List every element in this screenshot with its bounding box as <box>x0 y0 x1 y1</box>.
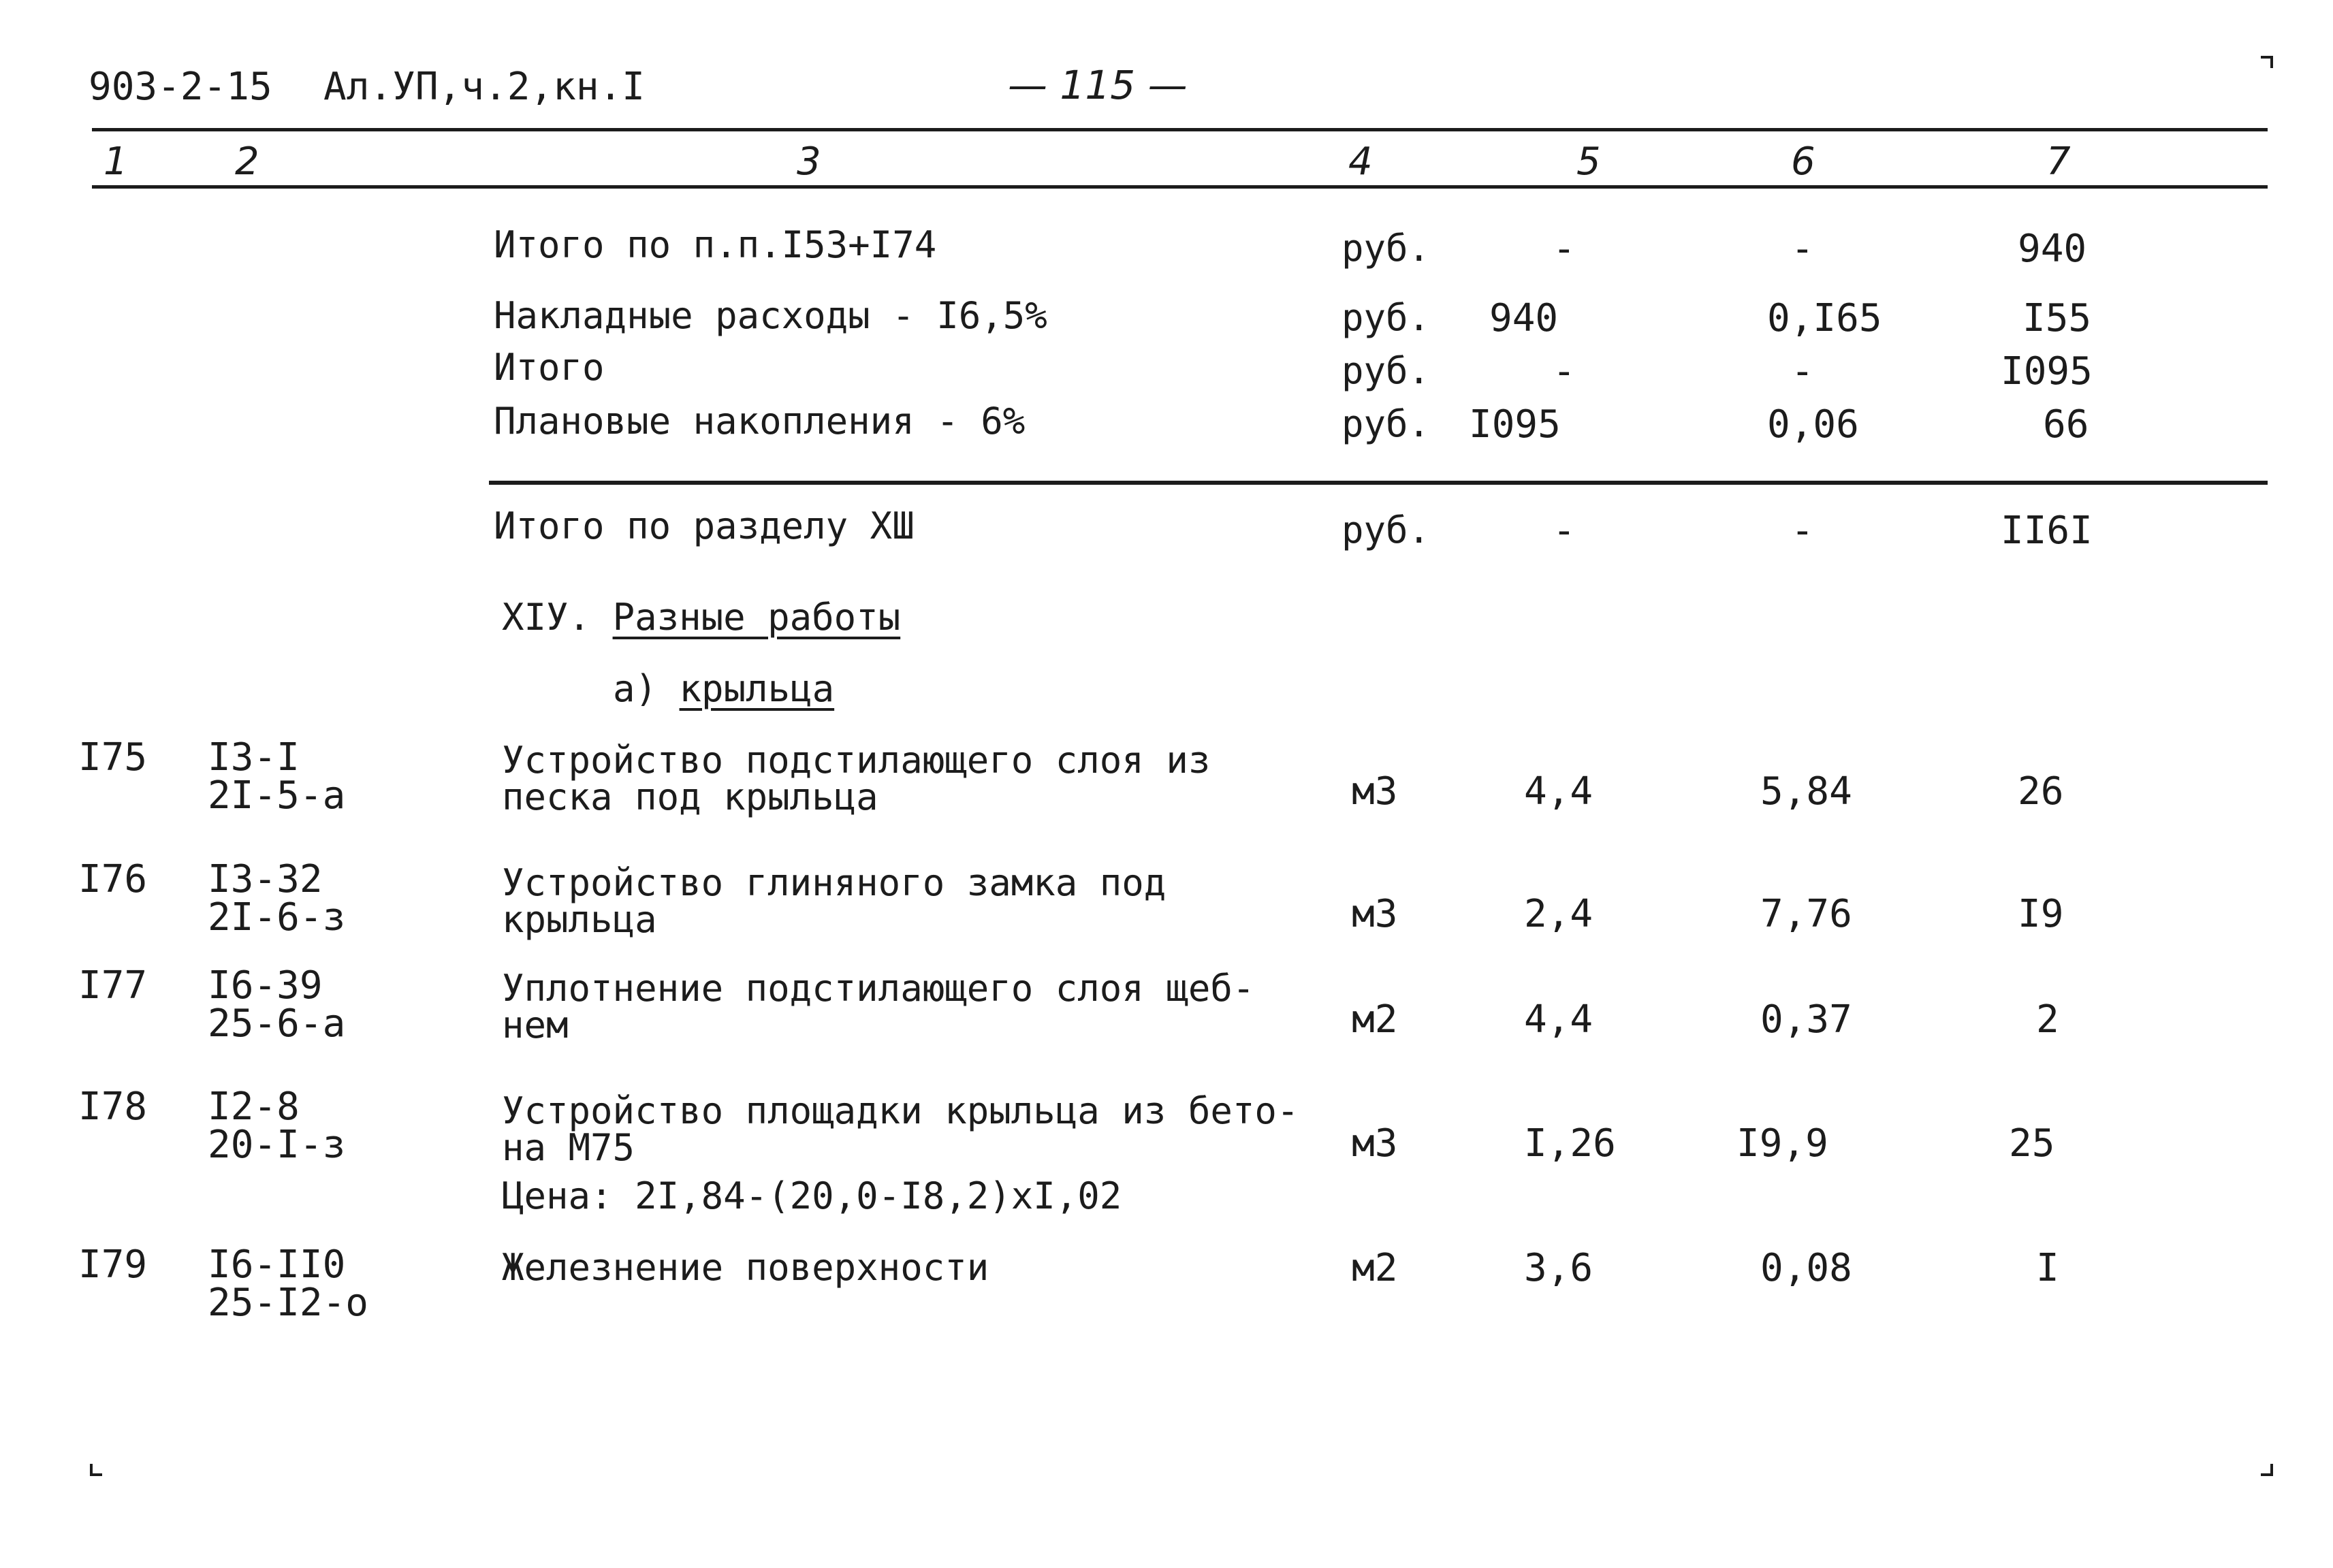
summary-row-name: Итого по п.п.I53+I74 <box>494 223 937 266</box>
item-total: 26 <box>2018 769 2064 814</box>
column-number-3: 3 <box>797 140 821 184</box>
item-unit: м3 <box>1352 892 1398 936</box>
section-total-qty: - <box>1553 509 1576 553</box>
item-code <box>208 735 346 818</box>
item-code-line: I3-32 <box>208 857 323 901</box>
item-code <box>208 1085 346 1167</box>
section-total-rule <box>489 481 2268 485</box>
item-description-line: Устройство подстилающего слоя из <box>502 739 1211 782</box>
summary-row-total: 66 <box>2043 402 2089 447</box>
item-unit: м2 <box>1352 997 1398 1042</box>
item-description-line: Уплотнение подстилающего слоя щеб- <box>502 967 1255 1010</box>
summary-row-total: I095 <box>2001 349 2093 394</box>
item-code-line: I6-39 <box>208 963 323 1008</box>
item-number: I78 <box>78 1085 148 1129</box>
section-title: Разные работы <box>612 596 901 639</box>
item-number: I77 <box>78 963 148 1008</box>
summary-row-qty: - <box>1553 227 1576 271</box>
item-description-line: Устройство площадки крыльца из бето- <box>502 1089 1299 1132</box>
section-total-price: - <box>1791 509 1814 553</box>
item-price: 0,08 <box>1760 1246 1852 1290</box>
subsection-title: крыльца <box>679 667 835 710</box>
subsection-heading <box>613 667 835 710</box>
summary-row-name: Итого <box>494 346 605 389</box>
item-code-line: 25-6-а <box>208 1002 346 1046</box>
item-code-line: 2I-5-а <box>208 773 346 818</box>
item-code <box>208 1243 369 1325</box>
section-heading <box>502 596 901 639</box>
item-total: 25 <box>2009 1121 2055 1166</box>
item-price: 5,84 <box>1760 769 1852 814</box>
item-description-line: крыльца <box>502 898 657 941</box>
item-code-line: I2-8 <box>208 1085 300 1129</box>
item-code-line: 2I-6-з <box>208 895 346 940</box>
item-description <box>502 861 1166 941</box>
item-number: I75 <box>78 735 148 780</box>
column-number-5: 5 <box>1576 140 1601 184</box>
header-top-rule <box>92 128 2268 131</box>
column-number-4: 4 <box>1348 140 1373 184</box>
summary-row-name: Плановые накопления - 6% <box>494 400 1026 443</box>
section-number: XIУ. <box>502 596 591 639</box>
column-number-7: 7 <box>2046 140 2071 184</box>
item-qty: 2,4 <box>1524 892 1593 936</box>
summary-row-name: Накладные расходы - I6,5% <box>494 294 1047 337</box>
summary-row-unit: руб. <box>1342 402 1431 445</box>
item-code-line: 20-I-з <box>208 1123 346 1167</box>
section-total-name: Итого по разделу XШ <box>494 505 915 547</box>
summary-row-total: 940 <box>2018 227 2087 271</box>
item-description-line: на М75 <box>502 1126 635 1169</box>
album-reference: Ал.УП,ч.2,кн.I <box>323 65 646 109</box>
item-code <box>208 963 346 1046</box>
item-total: I <box>2036 1246 2059 1290</box>
item-code-line: I6-II0 <box>208 1243 346 1287</box>
item-description: Железнение поверхности <box>502 1246 989 1289</box>
header-bottom-rule <box>92 185 2268 189</box>
column-number-6: 6 <box>1791 140 1815 184</box>
item-qty: I,26 <box>1524 1121 1616 1166</box>
item-number: I76 <box>78 857 148 901</box>
item-unit: м3 <box>1352 1121 1398 1166</box>
summary-row-price: 0,I65 <box>1767 296 1882 340</box>
item-total: 2 <box>2036 997 2059 1042</box>
summary-row-price: - <box>1791 349 1814 394</box>
item-description-line: песка под крыльца <box>502 775 878 818</box>
item-qty: 4,4 <box>1524 769 1593 814</box>
page-number: — 115 — <box>1008 62 1188 108</box>
summary-row-total: I55 <box>2022 296 2092 340</box>
item-unit: м2 <box>1352 1246 1398 1290</box>
item-qty: 4,4 <box>1524 997 1593 1042</box>
summary-row-price: - <box>1791 227 1814 271</box>
summary-row-unit: руб. <box>1342 227 1431 270</box>
summary-row-qty: I095 <box>1469 402 1561 447</box>
corner-mark-top-right <box>2261 56 2273 68</box>
summary-row-unit: руб. <box>1342 349 1431 392</box>
column-number-2: 2 <box>235 140 259 184</box>
item-description-line: Устройство глиняного замка под <box>502 861 1166 904</box>
item-code <box>208 857 346 940</box>
corner-mark-bottom-right <box>2261 1464 2273 1476</box>
corner-mark-bottom-left <box>90 1464 102 1476</box>
item-total: I9 <box>2018 892 2064 936</box>
item-code-line: I3-I <box>208 735 300 780</box>
item-price-note: Цена: 2I,84-(20,0-I8,2)xI,02 <box>502 1174 1122 1217</box>
item-description-line: нем <box>502 1004 569 1046</box>
summary-row-unit: руб. <box>1342 296 1431 339</box>
doc-code: 903-2-15 <box>89 65 272 109</box>
item-code-line: 25-I2-о <box>208 1281 369 1325</box>
item-number: I79 <box>78 1243 148 1287</box>
summary-row-qty: 940 <box>1489 296 1559 340</box>
item-price: 7,76 <box>1760 892 1852 936</box>
item-unit: м3 <box>1352 769 1398 814</box>
item-description <box>502 1089 1299 1169</box>
item-price: I9,9 <box>1736 1121 1828 1166</box>
subsection-letter: а) <box>613 667 658 710</box>
section-total-unit: руб. <box>1342 509 1431 551</box>
item-description <box>502 967 1255 1046</box>
item-description <box>502 739 1211 818</box>
section-total-total: II6I <box>2001 509 2093 553</box>
summary-row-price: 0,06 <box>1767 402 1859 447</box>
item-qty: 3,6 <box>1524 1246 1593 1290</box>
summary-row-qty: - <box>1553 349 1576 394</box>
column-number-1: 1 <box>104 140 128 184</box>
item-price: 0,37 <box>1760 997 1852 1042</box>
